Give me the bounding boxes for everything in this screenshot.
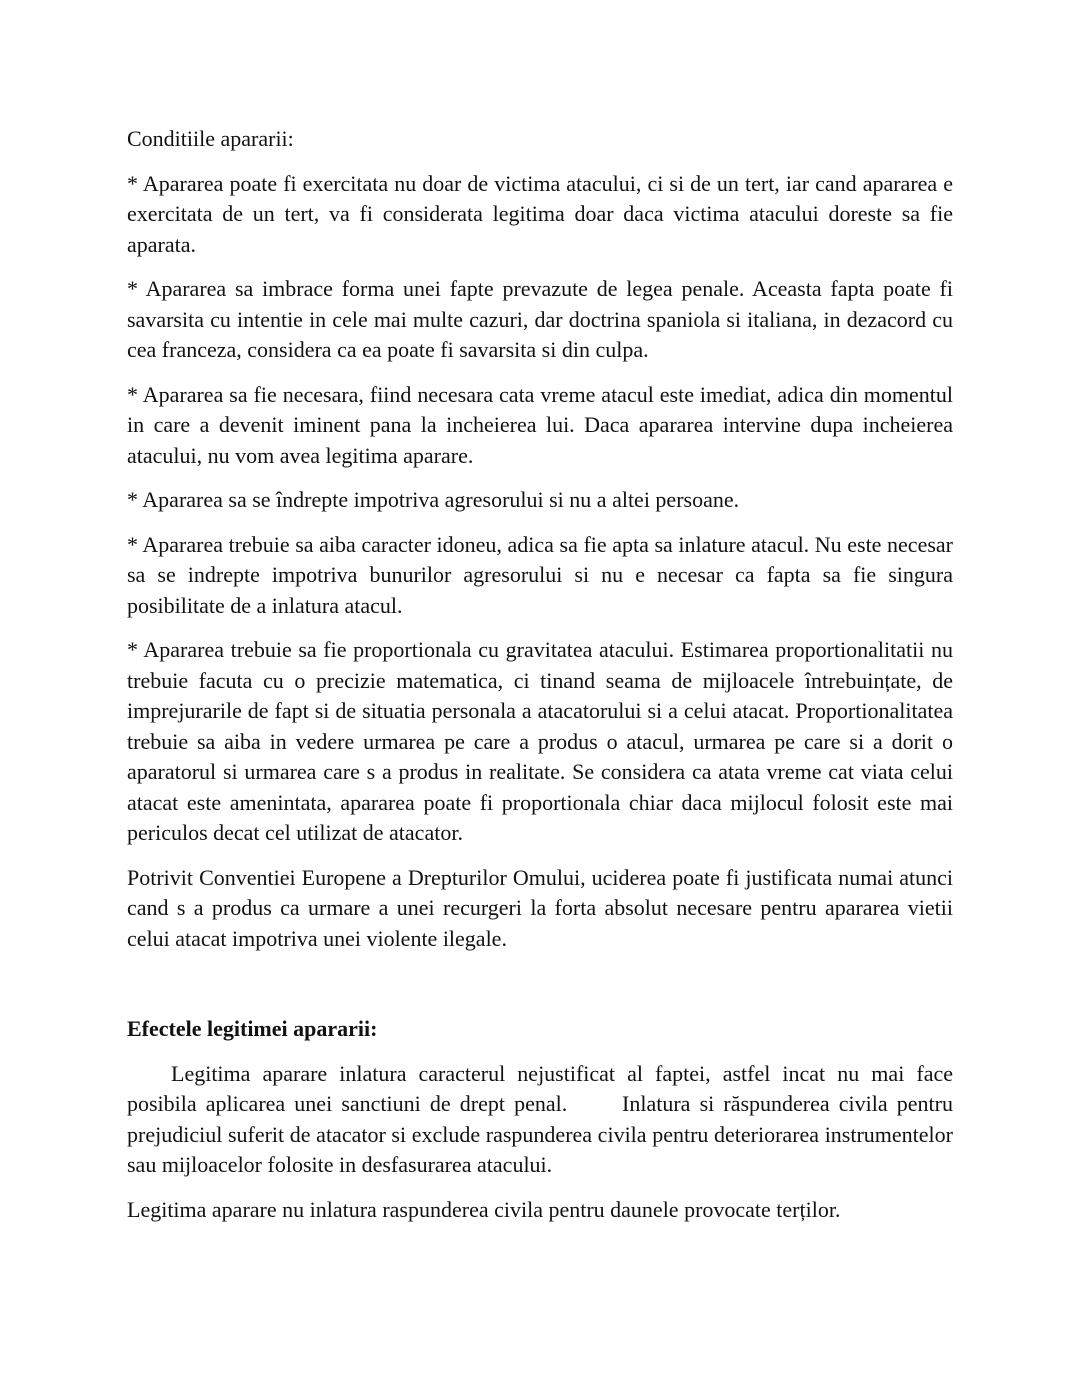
document-page (127, 124, 959, 1239)
condition-paragraph: * Apararea poate fi exercitata nu doar de victima atacului, ci si de un tert, iar cand apararea e exercitata de un tert, va fi considerata legitima doar daca victima atacului doreste sa fie aparata. (127, 170, 953, 257)
condition-paragraph: * Apararea sa imbrace forma unei fapte prevazute de legea penale. Aceasta fapta poate fi savarsita cu intentie in cele mai multe cazuri, dar doctrina spaniola si italiana, in dezacord cu cea franceza, considera ca ea poate fi savarsita si din culpa. (127, 276, 953, 362)
condition-paragraph: * Apararea trebuie sa aiba caracter idoneu, adica sa fie apta sa inlature atacul. Nu este necesar sa se indrepte impotriva bunurilor agresorului si nu e necesar ca fapta sa fie singura posibilitate de a inlatura atacul. (127, 531, 953, 618)
effects-heading: Efectele legitimei apararii: (127, 1016, 378, 1041)
closing-paragraph: Legitima aparare nu inlatura raspunderea civila pentru daunele provocate terților. (127, 1196, 841, 1222)
conditions-title: Conditiile apararii: (127, 126, 294, 151)
condition-paragraph: * Apararea trebuie sa fie proportionala cu gravitatea atacului. Estimarea proportionalitatii nu trebuie facuta cu o precizie matematica, ci tinand seama de mijloacele întrebuințate, de imprejurarile de fapt si de situatia personala a atacatorului si a celui atacat. Proportionalitatea trebuie sa aiba in vedere urmarea pe care a produs o atacul, urmarea pe care si a dorit o aparatorul si urmarea care s a produs in realitate. Se considera ca atata vreme cat viata celui atacat este amenintata, apararea poate fi proportionala chiar daca mijlocul folosit este mai periculos decat cel utilizat de atacator. (127, 637, 953, 845)
echr-paragraph: Potrivit Conventiei Europene a Drepturilor Omului, uciderea poate fi justificata numai atunci cand s a produs ca urmare a unei recurgeri la forta absolut necesare pentru apararea vietii celui atacat impotriva unei violente ilegale. (127, 864, 953, 951)
condition-paragraph: * Apararea sa se îndrepte impotriva agresorului si nu a altei persoane. (127, 487, 740, 512)
condition-paragraph: * Apararea sa fie necesara, fiind necesara cata vreme atacul este imediat, adica din momentul in care a devenit iminent pana la incheierea lui. Daca apararea intervine dupa incheierea atacului, nu vom avea legitima aparare. (127, 381, 953, 468)
section-spacer (127, 968, 953, 1014)
effects-paragraph: Legitima aparare inlatura caracterul nejustificat al faptei, astfel incat nu mai face posibila aplicarea unei sanctiuni de drept penal. Inlatura si răspunderea civila pentru prejudiciul suferit de atacator si exclude raspunderea civila pentru deteriorarea instrumentelor sau mijloacelor folosite in desfasurarea atacului. (127, 1060, 959, 1177)
